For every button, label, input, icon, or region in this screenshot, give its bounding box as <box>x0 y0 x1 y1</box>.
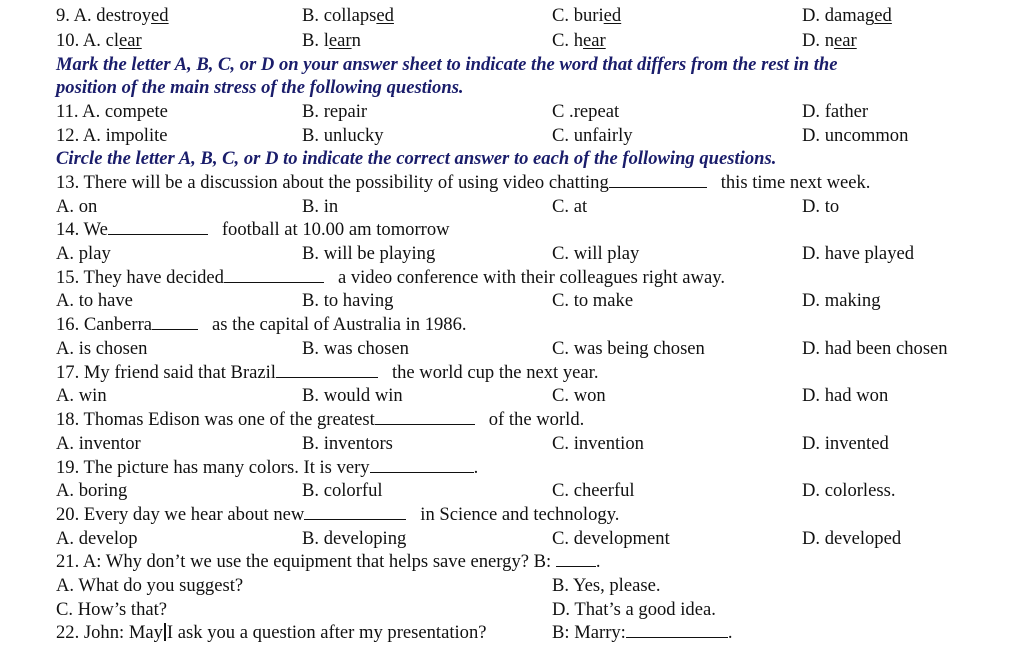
q11-option-c: C .repeat <box>552 101 620 122</box>
q9-option-c: C. buried <box>552 5 622 26</box>
question-16-stem <box>56 313 1016 337</box>
q19-option-b: B. colorful <box>302 480 383 501</box>
q12-option-b: B. unlucky <box>302 125 384 146</box>
q16-option-d: D. had been chosen <box>802 338 948 359</box>
question-18-stem <box>56 408 1016 432</box>
q15-blank <box>224 266 324 283</box>
q20-option-a: A. develop <box>56 528 138 549</box>
q21-option-c: C. How’s that? <box>56 599 168 620</box>
question-15-stem <box>56 266 1016 290</box>
question-21-stem <box>56 550 1016 574</box>
q14-option-b: B. will be playing <box>302 243 436 264</box>
q21-blank <box>556 550 596 567</box>
q11-option-a: 11. A. compete <box>56 101 168 122</box>
question-12-options <box>56 124 1016 148</box>
q18-blank <box>375 408 475 425</box>
q12-option-c: C. unfairly <box>552 125 633 146</box>
q19-blank <box>370 456 474 473</box>
q19-option-d: D. colorless. <box>802 480 896 501</box>
question-20-options <box>56 527 1016 551</box>
q13-option-c: C. at <box>552 196 588 217</box>
q10-option-c: C. hear <box>552 30 606 51</box>
q20-stem: 20. Every day we hear about new in Science and technology. <box>56 504 620 525</box>
q14-stem: 14. We football at 10.00 am tomorrow <box>56 219 450 240</box>
q20-option-b: B. developing <box>302 528 407 549</box>
question-15-options <box>56 289 1016 313</box>
instruction-stress-line-2: position of the main stress of the following questions. <box>56 77 464 98</box>
q16-option-a: A. is chosen <box>56 338 148 359</box>
q17-option-c: C. won <box>552 385 606 406</box>
question-14-options <box>56 242 1016 266</box>
question-16-options <box>56 337 1016 361</box>
q22-blank <box>626 621 728 638</box>
question-22-stem <box>56 621 1016 645</box>
q16-option-c: C. was being chosen <box>552 338 705 359</box>
q21-option-a: A. What do you suggest? <box>56 575 244 596</box>
question-10-options <box>56 29 1016 53</box>
q10-option-d: D. near <box>802 30 857 51</box>
q14-option-d: D. have played <box>802 243 915 264</box>
q21-option-b: B. Yes, please. <box>552 575 661 596</box>
q18-option-d: D. invented <box>802 433 889 454</box>
q15-option-b: B. to having <box>302 290 394 311</box>
q10-option-a: 10. A. clear <box>56 30 142 51</box>
q12-option-a: 12. A. impolite <box>56 125 168 146</box>
q12-option-d: D. uncommon <box>802 125 909 146</box>
q20-option-c: C. development <box>552 528 670 549</box>
question-13-options <box>56 195 1016 219</box>
q16-blank <box>152 313 198 330</box>
q10-option-b: B. learn <box>302 30 361 51</box>
q18-option-b: B. inventors <box>302 433 393 454</box>
question-19-options <box>56 479 1016 503</box>
q13-option-a: A. on <box>56 196 98 217</box>
question-21-options-row-2 <box>56 598 1016 622</box>
q13-option-b: B. in <box>302 196 339 217</box>
q19-stem: 19. The picture has many colors. It is very . <box>56 457 479 478</box>
q22-stem: 22. John: May I ask you a question after my presentation? <box>56 622 487 643</box>
q14-option-a: A. play <box>56 243 111 264</box>
q14-option-c: C. will play <box>552 243 640 264</box>
q17-option-a: A. win <box>56 385 107 406</box>
question-9-options <box>56 4 1016 28</box>
q18-stem: 18. Thomas Edison was one of the greatest of the world. <box>56 409 585 430</box>
text-cursor-icon <box>164 623 166 641</box>
q18-option-a: A. inventor <box>56 433 141 454</box>
q9-option-a: 9. A. destroyed <box>56 5 169 26</box>
q21-stem: 21. A: Why don’t we use the equipment that helps save energy? B: . <box>56 551 601 572</box>
q19-option-a: A. boring <box>56 480 128 501</box>
q14-blank <box>108 218 208 235</box>
q22-reply: B: Marry: . <box>552 622 733 643</box>
question-14-stem <box>56 218 1016 242</box>
q15-option-d: D. making <box>802 290 881 311</box>
q9-option-b: B. collapsed <box>302 5 394 26</box>
question-18-options <box>56 432 1016 456</box>
q15-option-c: C. to make <box>552 290 634 311</box>
q13-stem: 13. There will be a discussion about the possibility of using video chatting this time next week. <box>56 172 871 193</box>
q17-option-d: D. had won <box>802 385 889 406</box>
q17-option-b: B. would win <box>302 385 403 406</box>
q20-blank <box>304 503 406 520</box>
q15-option-a: A. to have <box>56 290 133 311</box>
q13-option-d: D. to <box>802 196 840 217</box>
q17-stem: 17. My friend said that Brazil the world cup the next year. <box>56 362 599 383</box>
question-11-options <box>56 100 1016 124</box>
q9-option-d: D. damaged <box>802 5 892 26</box>
q21-option-d: D. That’s a good idea. <box>552 599 716 620</box>
q13-blank <box>609 171 707 188</box>
q19-option-c: C. cheerful <box>552 480 635 501</box>
q11-option-b: B. repair <box>302 101 368 122</box>
q11-option-d: D. father <box>802 101 869 122</box>
q16-option-b: B. was chosen <box>302 338 409 359</box>
q20-option-d: D. developed <box>802 528 902 549</box>
q16-stem: 16. Canberra as the capital of Australia in 1986. <box>56 314 467 335</box>
q17-blank <box>276 361 378 378</box>
instruction-correct-answer: Circle the letter A, B, C, or D to indicate the correct answer to each of the following questions. <box>56 148 777 169</box>
question-21-options-row-1 <box>56 574 1016 598</box>
question-19-stem <box>56 456 1016 480</box>
question-17-stem <box>56 361 1016 385</box>
question-13-stem <box>56 171 1016 195</box>
question-17-options <box>56 384 1016 408</box>
q18-option-c: C. invention <box>552 433 644 454</box>
instruction-stress <box>56 53 956 99</box>
q15-stem: 15. They have decided a video conference with their colleagues right away. <box>56 267 725 288</box>
instruction-stress-line-1: Mark the letter A, B, C, or D on your answer sheet to indicate the word that differs from the rest in the <box>56 54 838 75</box>
question-20-stem <box>56 503 1016 527</box>
